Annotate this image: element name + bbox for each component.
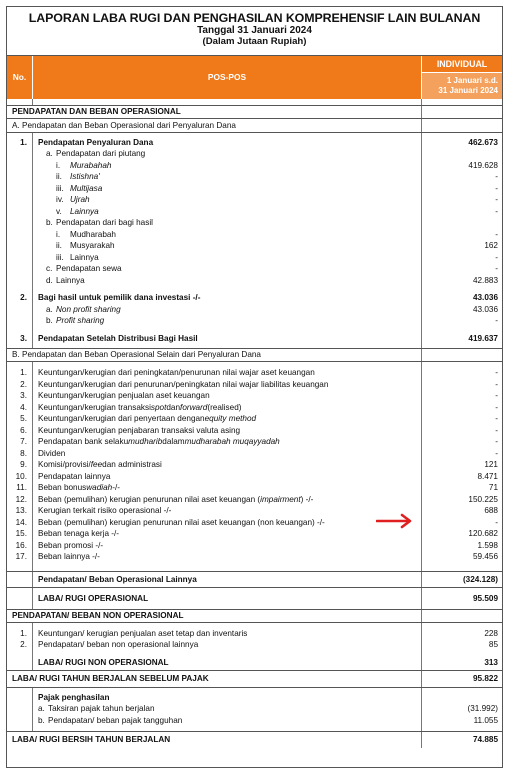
table-row	[7, 529, 502, 541]
row-number: 11.	[7, 483, 33, 495]
row-label: mudharabah muqayyadah	[184, 437, 280, 447]
pajak-header: Pajak penghasilan	[7, 692, 502, 704]
row-value: -	[495, 425, 498, 435]
row-number: 7.	[7, 437, 33, 449]
row-number: 4.	[7, 402, 33, 414]
report-date: Tanggal 31 Januari 2024	[197, 25, 312, 36]
report-document	[6, 6, 503, 768]
row-label: Dividen	[38, 448, 66, 458]
row-label: dan	[166, 402, 181, 412]
item-numeral: iv.	[56, 195, 64, 205]
row-value: -	[495, 379, 498, 389]
report-title: LAPORAN LABA RUGI DAN PENGHASILAN KOMPREHENSIF LAIN BULANAN	[28, 11, 481, 25]
table-row	[7, 460, 502, 472]
row-label: mudharib	[128, 437, 163, 447]
row-value: -	[495, 368, 498, 378]
row-label: Beban (pemulihan) kerugian penurunan nilai aset keuangan (non keuangan) -/-	[38, 517, 325, 527]
item-numeral: i.	[56, 160, 61, 170]
row-value: -	[495, 229, 498, 239]
row-value: 85	[488, 640, 498, 650]
row-label: Pendapatan lainnya	[38, 471, 111, 481]
row-label: Beban (pemulihan) kerugian penurunan nilai aset keuangan (	[38, 494, 261, 504]
table-row	[7, 506, 502, 518]
column-header	[7, 55, 502, 99]
individual-label: INDIVIDUAL	[422, 56, 502, 73]
row-value: -	[495, 195, 498, 205]
row-label: Keuntungan/ kerugian penjualan aset tetap dan inventaris	[38, 628, 248, 638]
row-number: 3.	[7, 391, 33, 403]
row-number: 15.	[7, 529, 33, 541]
col-no-header: No.	[7, 56, 33, 99]
row-number: 9.	[7, 460, 33, 472]
row-label: Multijasa	[70, 183, 103, 193]
table-row: 1. Pendapatan Penyaluran Dana 462.673	[7, 137, 502, 149]
row-number: 16.	[7, 540, 33, 552]
total-laba-non-operasional: LABA/ RUGI NON OPERASIONAL 313	[7, 656, 502, 670]
row-label: dalam	[162, 437, 185, 447]
row-label: Musyarakah	[70, 241, 115, 251]
table-row: b. Pendapatan dari bagi hasil	[7, 218, 502, 230]
table-row	[7, 552, 502, 564]
row-label: Murabahah	[70, 160, 112, 170]
row-number: 14.	[7, 517, 33, 529]
row-label: Beban lainnya -/-	[38, 552, 100, 562]
row-number: 2.	[7, 640, 33, 652]
row-label: Pendapatan bank selaku	[38, 437, 129, 447]
row-label: Komisi/provisi/	[38, 460, 91, 470]
row-label: ) -/-	[300, 494, 314, 504]
row-value: -	[495, 172, 498, 182]
table-row	[7, 368, 502, 380]
total-laba-bersih: LABA/ RUGI BERSIH TAHUN BERJALAN 74.885	[7, 731, 502, 748]
red-arrow-icon	[376, 513, 414, 529]
section-non-operasional: PENDAPATAN/ BEBAN NON OPERASIONAL	[7, 609, 502, 623]
table-row	[7, 391, 502, 403]
table-row	[7, 414, 502, 426]
table-row	[7, 379, 502, 391]
report-header	[7, 7, 502, 55]
row-label: dan administrasi	[102, 460, 162, 470]
table-row	[7, 241, 502, 253]
spacer-row	[7, 99, 502, 105]
row-label: Ujrah	[70, 195, 90, 205]
row-label: Mudharabah	[70, 229, 116, 239]
row-value: -	[495, 391, 498, 401]
row-value: 150.225	[468, 494, 498, 504]
row-label: forward	[180, 402, 208, 412]
row-value: 59.456	[472, 552, 498, 562]
row-label: Keuntungan/kerugian penjualan aset keuangan	[38, 391, 210, 401]
table-row	[7, 640, 502, 652]
row-label: Lainnya	[70, 206, 99, 216]
row-value: 162	[484, 241, 498, 251]
row-label: Keuntungan/kerugian transaksi	[38, 402, 151, 412]
table-row: 3. Pendapatan Setelah Distribusi Bagi Hasil 419.637	[7, 333, 502, 345]
table-row	[7, 437, 502, 449]
total-laba-operasional: LABA/ RUGI OPERASIONAL 95.509	[7, 587, 502, 609]
report-body	[7, 99, 502, 748]
row-label: Keuntungan/kerugian penjabaran transaksi valuta asing	[38, 425, 241, 435]
row-value: 228	[484, 628, 498, 638]
row-value: -	[495, 402, 498, 412]
row-value: 71	[488, 483, 498, 493]
row-number: 10.	[7, 471, 33, 483]
period-label: 1 Januari s.d. 31 Januari 2024	[422, 73, 502, 99]
row-value: 1.598	[477, 540, 498, 550]
table-row	[7, 206, 502, 218]
row-value: -	[495, 252, 498, 262]
row-number: 8.	[7, 448, 33, 460]
table-row	[7, 402, 502, 414]
subtotal-operasional-lainnya: Pendapatan/ Beban Operasional Lainnya (324.128)	[7, 571, 502, 587]
row-number: 2.	[7, 379, 33, 391]
table-row	[7, 494, 502, 506]
table-row	[7, 471, 502, 483]
row-number: 17.	[7, 552, 33, 564]
table-row	[7, 628, 502, 640]
table-row	[7, 517, 502, 529]
row-label: Beban bonus	[38, 483, 87, 493]
table-row	[7, 172, 502, 184]
col-pos-header: POS-POS	[33, 56, 422, 99]
row-value: -	[495, 517, 498, 527]
report-unit: (Dalam Jutaan Rupiah)	[202, 36, 307, 47]
row-value: -	[495, 206, 498, 216]
row-label: Beban tenaga kerja -/-	[38, 529, 120, 539]
row-label: Istishna'	[70, 172, 100, 182]
item-numeral: ii.	[56, 241, 62, 251]
table-row	[7, 160, 502, 172]
row-value: 120.682	[468, 529, 498, 539]
row-number: 1.	[7, 368, 33, 380]
row-value: 8.471	[477, 471, 498, 481]
section-operasional: PENDAPATAN DAN BEBAN OPERASIONAL	[7, 105, 502, 119]
col-individual-header	[422, 56, 502, 99]
row-label: wadiah	[86, 483, 113, 493]
table-row	[7, 425, 502, 437]
table-row	[7, 448, 502, 460]
row-label: Kerugian terkait risiko operasional -/-	[38, 506, 172, 516]
table-row: b. Pendapatan/ beban pajak tangguhan 11.055	[7, 715, 502, 727]
row-value: 121	[484, 460, 498, 470]
row-number: 5.	[7, 414, 33, 426]
row-label: Pendapatan/ beban non operasional lainnya	[38, 640, 199, 650]
table-row: c. Pendapatan sewa -	[7, 264, 502, 276]
table-row	[7, 195, 502, 207]
row-number: 13.	[7, 506, 33, 518]
table-row: 2. Bagi hasil untuk pemilik dana investasi -/- 43.036	[7, 293, 502, 305]
row-label: fee	[90, 460, 103, 470]
row-number: 6.	[7, 425, 33, 437]
row-label: impairment	[260, 494, 301, 504]
row-label: spot	[150, 402, 167, 412]
item-numeral: v.	[56, 206, 62, 216]
row-value: 419.628	[468, 160, 498, 170]
row-label: Beban promosi -/-	[38, 540, 104, 550]
row-label: Keuntungan/kerugian dari penyertaan dengan	[38, 414, 205, 424]
row-value: -	[495, 448, 498, 458]
section-a: A. Pendapatan dan Beban Operasional dari Penyaluran Dana	[7, 119, 502, 133]
table-row: a. Pendapatan dari piutang	[7, 149, 502, 161]
table-row	[7, 229, 502, 241]
row-label: (realised)	[207, 402, 242, 412]
table-row	[7, 483, 502, 495]
table-row	[7, 183, 502, 195]
row-label: equity method	[204, 414, 257, 424]
item-numeral: iii.	[56, 252, 64, 262]
row-number: 1.	[7, 628, 33, 640]
table-row: a. Taksiran pajak tahun berjalan (31.992)	[7, 704, 502, 716]
row-label: Keuntungan/kerugian dari peningkatan/penurunan nilai wajar aset keuangan	[38, 368, 315, 378]
table-row	[7, 252, 502, 264]
row-label: Lainnya	[70, 252, 99, 262]
row-value: 688	[484, 506, 498, 516]
table-row: a. Non profit sharing 43.036	[7, 304, 502, 316]
row-value: -	[495, 183, 498, 193]
table-row: d. Lainnya 42.883	[7, 275, 502, 287]
row-number: 12.	[7, 494, 33, 506]
row-value: -	[495, 414, 498, 424]
row-label: -/-	[112, 483, 120, 493]
table-row	[7, 540, 502, 552]
row-value: -	[495, 437, 498, 447]
item-numeral: ii.	[56, 172, 62, 182]
item-numeral: iii.	[56, 183, 64, 193]
section-b: B. Pendapatan dan Beban Operasional Selain dari Penyaluran Dana	[7, 348, 502, 362]
item-numeral: i.	[56, 229, 61, 239]
row-label: Keuntungan/kerugian dari penurunan/peningkatan nilai wajar liabilitas keuangan	[38, 379, 329, 389]
total-laba-sebelum-pajak: LABA/ RUGI TAHUN BERJALAN SEBELUM PAJAK 95.822	[7, 670, 502, 688]
table-row: b. Profit sharing -	[7, 316, 502, 328]
